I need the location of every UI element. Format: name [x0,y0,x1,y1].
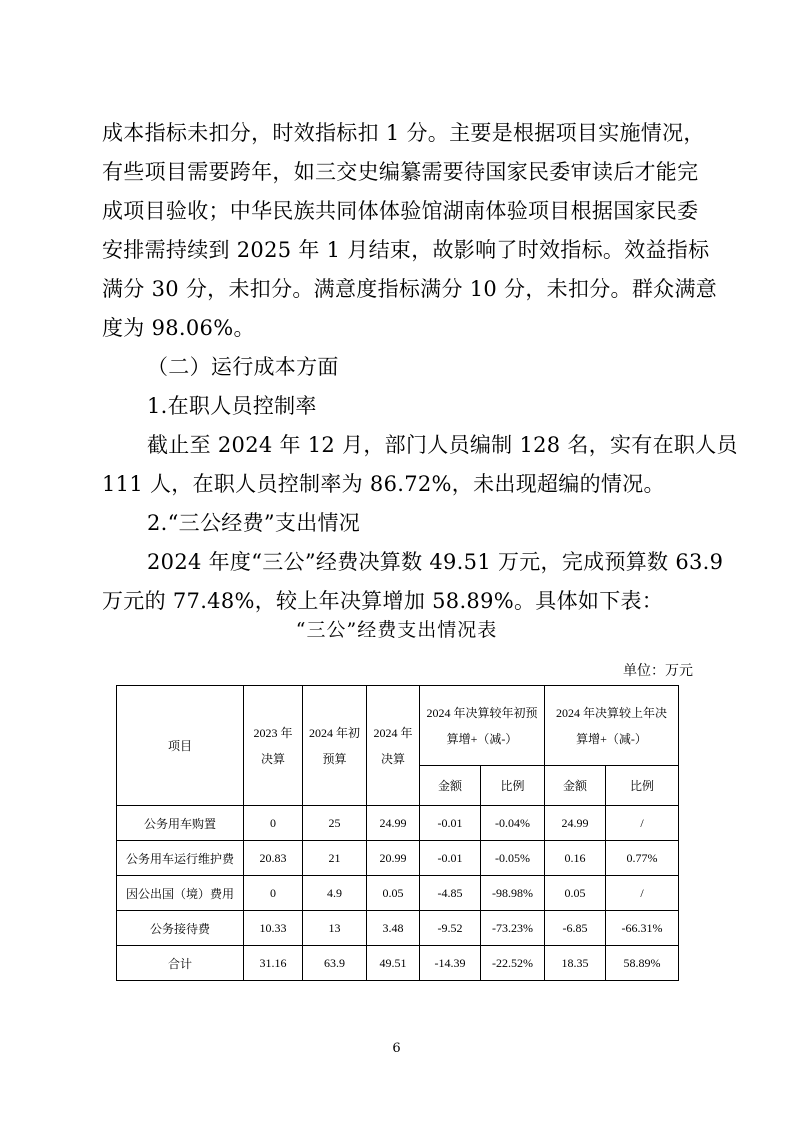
cell-value: -98.98% [481,876,545,911]
header-2024-final: 2024 年 决算 [367,686,420,806]
cell-value: -66.31% [606,911,679,946]
cell-value: -0.04% [481,806,545,841]
header-amount: 金额 [545,766,606,806]
header-ratio: 比例 [481,766,545,806]
cell-value: 21 [303,841,367,876]
cell-value: -73.23% [481,911,545,946]
cell-value: 10.33 [244,911,303,946]
subsection-heading: 1.在职人员控制率 [147,394,317,418]
body-text-line: 安排需持续到 2025 年 1 月结束，故影响了时效指标。效益指标 [102,238,710,262]
cell-value: -22.52% [481,946,545,981]
header-2024-budget: 2024 年初 预算 [303,686,367,806]
cell-value: 0.16 [545,841,606,876]
expense-table [116,685,679,981]
subsection-heading: 2.“三公经费”支出情况 [147,511,361,535]
body-text-line: 截止至 2024 年 12 月，部门人员编制 128 名，实有在职人员 [147,433,738,457]
table-row [117,911,679,946]
cell-value: 3.48 [367,911,420,946]
cell-item: 公务用车运行维护费 [117,841,244,876]
header-ratio: 比例 [606,766,679,806]
cell-value: -0.01 [420,806,481,841]
cell-value: 0.77% [606,841,679,876]
cell-value: 13 [303,911,367,946]
cell-value: 0 [244,876,303,911]
body-text-line: 有些项目需要跨年，如三交史编纂需要待国家民委审读后才能完 [102,160,699,184]
cell-item: 公务接待费 [117,911,244,946]
cell-item: 公务用车购置 [117,806,244,841]
cell-item: 合计 [117,946,244,981]
table-row-total [117,946,679,981]
header-vs-budget: 2024 年决算较年初预 算增+（减-） [420,686,545,766]
cell-value: 31.16 [244,946,303,981]
cell-value: -9.52 [420,911,481,946]
cell-value: 0.05 [545,876,606,911]
cell-value: 25 [303,806,367,841]
cell-value: 24.99 [545,806,606,841]
table-title: “三公”经费支出情况表 [295,619,498,641]
table-row [117,876,679,911]
cell-value: 4.9 [303,876,367,911]
header-2023-final: 2023 年 决算 [244,686,303,806]
body-text-line: 111 人，在职人员控制率为 86.72%，未出现超编的情况。 [102,472,665,496]
body-text-line: 度为 98.06%。 [102,316,255,340]
body-text-line: 满分 30 分，未扣分。满意度指标满分 10 分，未扣分。群众满意 [102,277,718,301]
body-text-line: 万元的 77.48%，较上年决算增加 58.89%。具体如下表： [102,589,664,613]
cell-value: 24.99 [367,806,420,841]
page-number: 6 [392,1041,401,1056]
cell-value: 20.99 [367,841,420,876]
cell-value: -6.85 [545,911,606,946]
cell-value: 0 [244,806,303,841]
body-text-line: 2024 年度“三公”经费决算数 49.51 万元，完成预算数 63.9 [147,550,724,574]
section-heading: （二）运行成本方面 [147,355,339,379]
body-text-line: 成本指标未扣分，时效指标扣 1 分。主要是根据项目实施情况， [102,121,705,145]
table-row [117,806,679,841]
cell-value: 20.83 [244,841,303,876]
cell-value: -0.01 [420,841,481,876]
header-item: 项目 [117,686,244,806]
cell-value: / [606,806,679,841]
body-text-line: 成项目验收；中华民族共同体体验馆湖南体验项目根据国家民委 [102,199,699,223]
cell-value: 18.35 [545,946,606,981]
cell-value: / [606,876,679,911]
cell-value: -4.85 [420,876,481,911]
cell-value: -14.39 [420,946,481,981]
table-row [117,841,679,876]
cell-value: 58.89% [606,946,679,981]
cell-value: 49.51 [367,946,420,981]
cell-item: 因公出国（境）费用 [117,876,244,911]
header-vs-prev-year: 2024 年决算较上年决 算增+（减-） [545,686,679,766]
cell-value: -0.05% [481,841,545,876]
cell-value: 63.9 [303,946,367,981]
header-amount: 金额 [420,766,481,806]
cell-value: 0.05 [367,876,420,911]
table-unit-label: 单位：万元 [623,663,693,679]
